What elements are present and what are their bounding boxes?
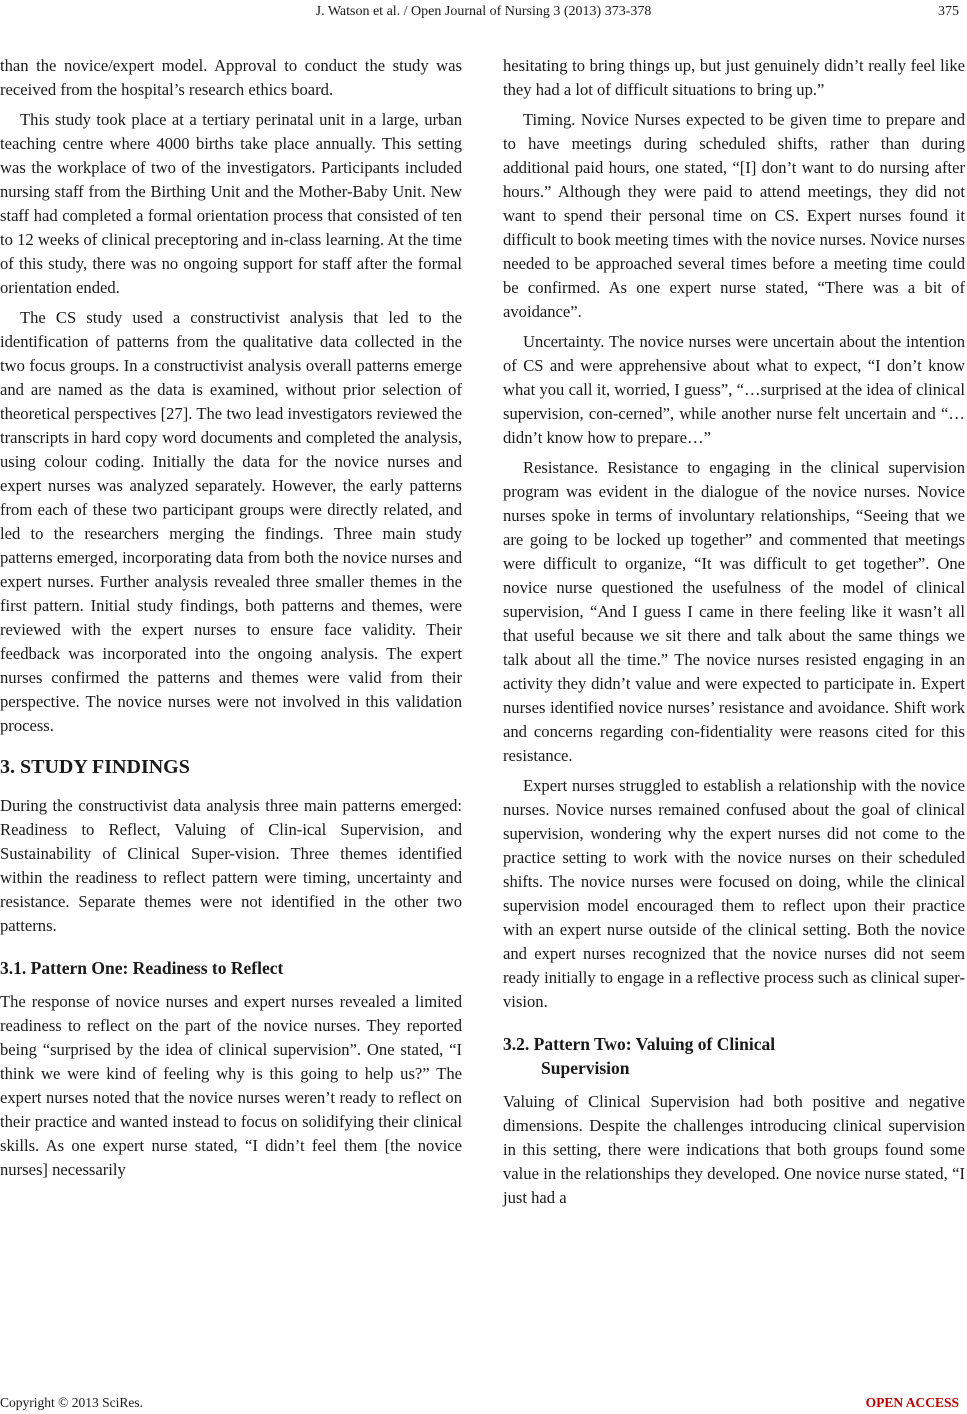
left-column bbox=[0, 54, 462, 1188]
paragraph: During the constructivist data analysis three main patterns emerged: Readiness to Reflect, Valuing of Clin-ical Supervision, and Sustainability of Clinical Super-vision. Three themes identified within the readiness to reflect pattern were timing, uncertainty and resistance. Separate themes were not identified in the other two patterns. bbox=[0, 796, 462, 935]
subsection-heading bbox=[503, 1032, 965, 1080]
subsection-heading-line2: Supervision bbox=[541, 1058, 630, 1078]
paragraph: Valuing of Clinical Supervision had both positive and negative dimensions. Despite the challenges introducing clinical supervision in this setting, there were indications that both groups found some value in the relationships they developed. One novice nurse stated, “I just had a bbox=[503, 1092, 965, 1207]
paragraph: This study took place at a tertiary perinatal unit in a large, urban teaching centre where 4000 births take place annually. This setting was the workplace of two of the investigators. Participants included nursing staff from the Birthing Unit and the Mother-Baby Unit. New staff had completed a formal orientation process that consisted of ten to 12 weeks of clinical preceptoring and in-class learning. At the time of this study, there was no ongoing support for staff after the formal orientation ended. bbox=[0, 110, 462, 297]
paragraph: hesitating to bring things up, but just genuinely didn’t really feel like they had a lot of difficult situations to bring up.” bbox=[503, 56, 965, 99]
right-column bbox=[503, 54, 965, 1216]
copyright-notice: Copyright © 2013 SciRes. bbox=[0, 1395, 144, 1410]
paragraph: The response of novice nurses and expert nurses revealed a limited readiness to reflect on the part of the novice nurses. They reported being “surprised by the idea of clinical supervision”. One stated, “I think we were kind of feeling why is this going to help us?” The expert nurses noted that the novice nurses weren’t ready to reflect on their practice and wanted instead to focus on solidifying their clinical skills. As one expert nurse stated, “I didn’t feel them [the novice nurses] necessarily bbox=[0, 992, 462, 1179]
page-number: 375 bbox=[938, 4, 959, 19]
open-access-label: OPEN ACCESS bbox=[865, 1395, 959, 1410]
paragraph: than the novice/expert model. Approval to conduct the study was received from the hospital’s research ethics board. bbox=[0, 56, 462, 99]
running-head: J. Watson et al. / Open Journal of Nursing 3 (2013) 373-378 bbox=[315, 4, 652, 19]
paragraph: The CS study used a constructivist analysis that led to the identification of patterns from the qualitative data collected in the two focus groups. In a constructivist analysis overall patterns emerge and are named as the data is examined, without prior selection of theoretical perspectives [27]. The two lead investigators reviewed the transcripts in hard copy word documents and completed the analysis, using colour coding. Initially the data for the novice nurses and expert nurses was analyzed separately. However, the early patterns from each of these two participant groups were directly related, and led to the researchers merging the findings. Three main study patterns emerged, incorporating data from both the novice nurses and expert nurses. Further analysis revealed three smaller themes in the first pattern. Initial study findings, both patterns and themes, were reviewed with the expert nurses to ensure face validity. Their feedback was incorporated into the ongoing analysis. The expert nurses confirmed the patterns and themes were valid from their perspective. The novice nurses were not involved in this validation process. bbox=[0, 308, 462, 735]
subsection-heading-line1: 3.2. Pattern Two: Valuing of Clinical bbox=[503, 1034, 776, 1054]
section-heading: 3. STUDY FINDINGS bbox=[0, 756, 190, 778]
paragraph: Uncertainty. The novice nurses were uncertain about the intention of CS and were apprehensive about what to expect, “I don’t know what you call it, worried, I guess”, “…surprised at the idea of clinical supervision, con-cerned”, while another nurse felt uncertain and “…didn’t know how to prepare…” bbox=[503, 332, 965, 447]
paragraph: Resistance. Resistance to engaging in the clinical supervision program was evident in the dialogue of the novice nurses. Novice nurses spoke in terms of involuntary relationships, “Seeing that we are going to be locked up together” and commented that meetings were difficult to organize, “It was difficult to get together”. One novice nurse questioned the usefulness of the model of clinical supervision, “And I guess I came in there feeling like it wasn’t all that useful because we sit there and talk about the same things we talk about all the time.” The novice nurses resisted engaging in an activity they didn’t value and were expected to participate in. Expert nurses identified novice nurses’ resistance and avoidance. Shift work and concerns regarding con-fidentiality were reasons cited for this resistance. bbox=[503, 458, 965, 765]
subsection-heading: 3.1. Pattern One: Readiness to Reflect bbox=[0, 958, 284, 978]
paragraph: Expert nurses struggled to establish a relationship with the novice nurses. Novice nurses remained confused about the goal of clinical supervision, wondering why the expert nurses did not come to the practice setting to work with the novice nurses on their scheduled shifts. The novice nurses were focused on doing, while the clinical supervision model encouraged them to reflect upon their practice with an expert nurse outside of the clinical setting. Both the novice and expert nurses recognized that the novice nurses did not seem ready initially to engage in a reflective process such as clinical super-vision. bbox=[503, 776, 965, 1011]
paragraph: Timing. Novice Nurses expected to be given time to prepare and to have meetings during scheduled shifts, rather than during additional paid hours, one stated, “[I] don’t want to do nursing after hours.” Although they were paid to attend meetings, they did not want to spend their personal time on CS. Expert nurses found it difficult to book meeting times with the novice nurses. Novice nurses needed to be approached several times before a meeting time could be confirmed. As one expert nurse stated, “There was a bit of avoidance”. bbox=[503, 110, 965, 321]
